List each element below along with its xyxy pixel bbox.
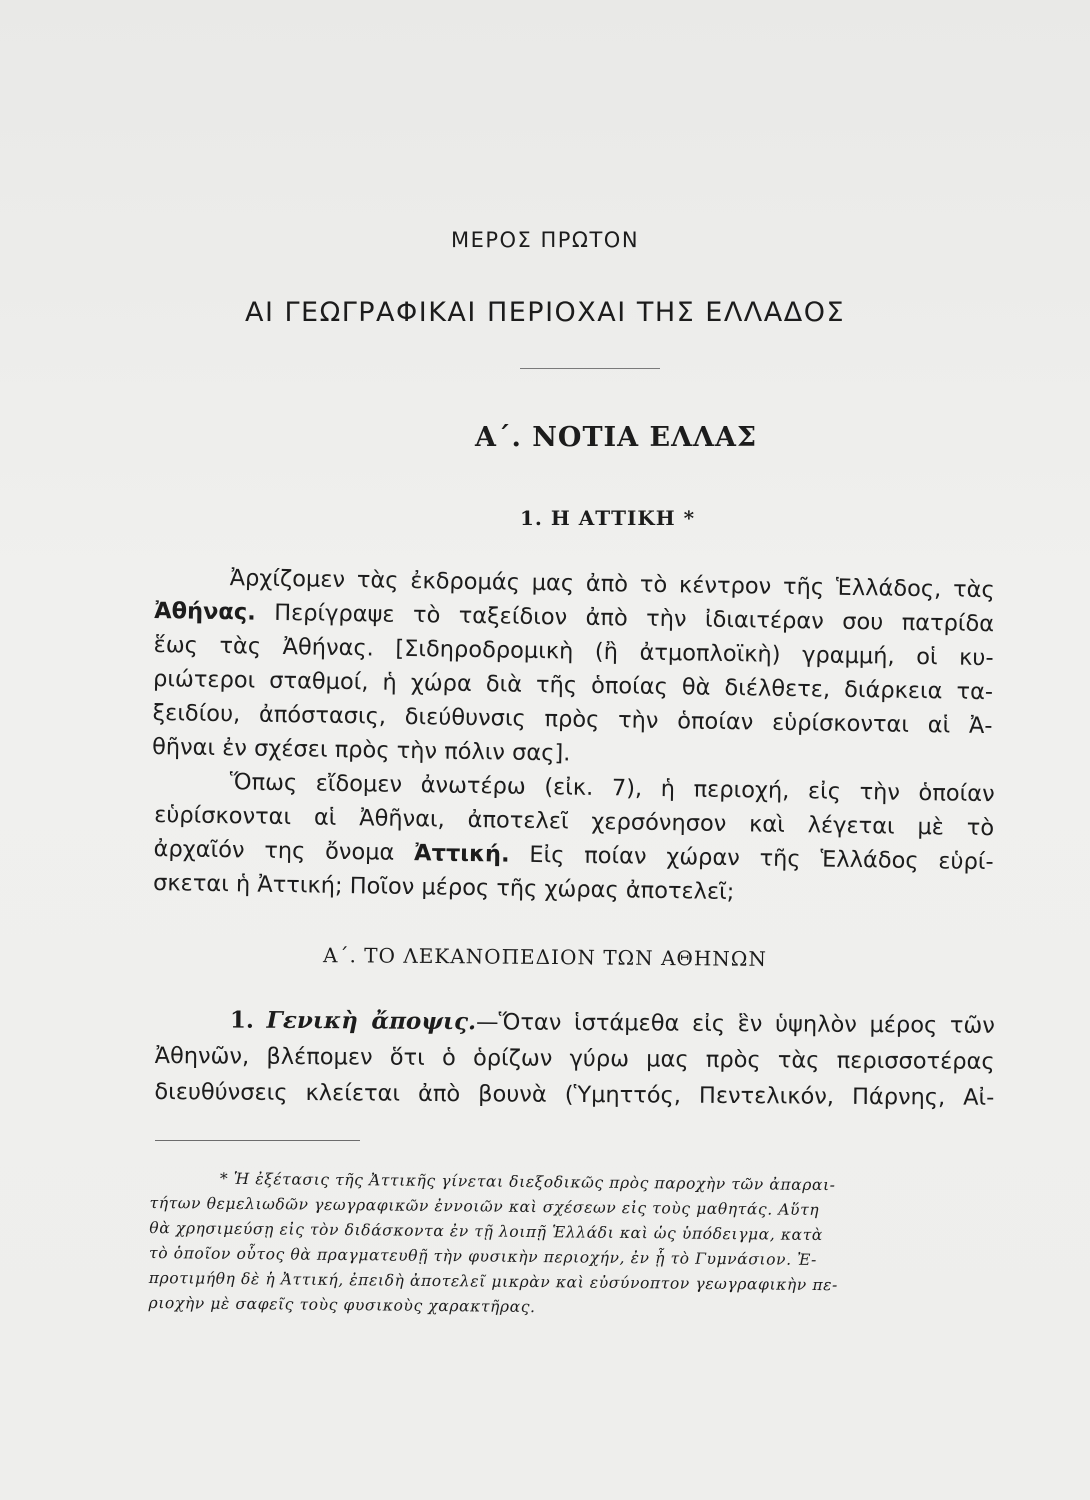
- line-text: Περίγραψε τὸ ταξείδιον ἀπὸ τὴν ἰδιαιτέραν σου πατρίδα: [255, 599, 995, 638]
- bold-term: Ἀττική.: [413, 840, 510, 868]
- paragraph-line: σκεται ἡ Ἀττική; Ποῖον μέρος τῆς χώρας ἀποτελεῖ;: [152, 869, 735, 906]
- line-text: ἀρχαῖόν της ὄνομα: [153, 835, 415, 867]
- paragraph-2: [153, 764, 995, 913]
- paragraph-line: Ἀρχίζομεν τὰς ἐκδρομάς μας ἀπὸ τὸ κέντρον τῆς Ἑλλάδος, τὰς: [229, 565, 995, 604]
- part-label: ΜΕΡΟΣ ΠΡΩΤΟΝ: [450, 228, 640, 252]
- footnote-line: * Ἡ ἐξέτασις τῆς Ἀττικῆς γίνεται διεξοδικῶς πρὸς παροχὴν τῶν ἀπαραι-: [219, 1169, 836, 1195]
- paragraph-line: Ὅπως εἴδομεν ἀνωτέρω (εἰκ. 7), ἡ περιοχή, εἰς τὴν ὁποίαν: [229, 769, 995, 808]
- footnote-line: θὰ χρησιμεύσῃ εἰς τὸν διδάσκοντα ἐν τῇ λοιπῇ Ἑλλάδι καὶ ὡς ὑπόδειγμα, κατὰ: [149, 1218, 824, 1245]
- paragraph-line: θῆναι ἐν σχέσει πρὸς τὴν πόλιν σας].: [151, 733, 571, 767]
- footnote-line: προτιμήθη δὲ ἡ Ἀττική, ἐπειδὴ ἀποτελεῖ μικρὰν καὶ εὐσύνοπτον γεωγραφικὴν πε-: [148, 1268, 839, 1295]
- item-number: 1.: [229, 1006, 254, 1034]
- line-text: Εἰς ποίαν χώραν τῆς Ἑλλάδος εὑρί-: [509, 841, 994, 876]
- section-title: Α΄. ΝΟΤΙΑ ΕΛΛΑΣ: [475, 422, 758, 453]
- footnote-line: τὸ ὁποῖον οὗτος θὰ πραγματευθῇ τὴν φυσικὴν περιοχήν, ἐν ᾗ τὸ Γυμνάσιον. Ἐ-: [148, 1243, 817, 1269]
- bold-term: Ἀθήνας.: [153, 597, 256, 626]
- part-title: ΑΙ ΓΕΩΓΡΑΦΙΚΑΙ ΠΕΡΙΟΧΑΙ ΤΗΣ ΕΛΛΑΔΟΣ: [244, 297, 846, 328]
- footnote-line: τήτων θεμελιωδῶν γεωγραφικῶν ἐννοιῶν καὶ σχέσεων εἰς τοὺς μαθητάς. Αὕτη: [149, 1193, 820, 1220]
- paragraph-line: εὑρίσκονται αἱ Ἀθῆναι, ἀποτελεῖ χερσόνησον καὶ λέγεται μὲ τὸ: [153, 801, 995, 842]
- sub-heading: Α΄. ΤΟ ΛΕΚΑΝΟΠΕΔΙΟΝ ΤΩΝ ΑΘΗΝΩΝ: [322, 943, 768, 971]
- footnote-line: ριοχὴν μὲ σαφεῖς τοὺς φυσικοὺς χαρακτῆρας.: [148, 1293, 536, 1317]
- paragraph-line: Ἀθηνῶν, βλέπομεν ὅτι ὁ ὁρίζων γύρω μας πρὸς τὰς περισσοτέρας: [154, 1042, 995, 1075]
- title-divider: [520, 368, 660, 369]
- paragraph-line: ξειδίου, ἀπόστασις, διεύθυνσις πρὸς τὴν ὁποίαν εὑρίσκονται αἱ Ἀ-: [152, 699, 993, 740]
- paragraph-line: διευθύνσεις κλείεται ἀπὸ βουνὰ (Ὑμηττός, Πεντελικόν, Πάρνης, Αἰ-: [154, 1078, 995, 1111]
- paragraph-3: [154, 1002, 995, 1116]
- item-heading: Γενικὴ ἄποψις.: [266, 1006, 477, 1036]
- paragraph-1: [152, 560, 995, 777]
- footnote: [148, 1166, 980, 1325]
- paragraph-line: [155, 1002, 995, 1044]
- footnote-divider: [155, 1140, 360, 1141]
- paragraph-line: ριώτεροι σταθμοί, ἡ χώρα διὰ τῆς ὁποίας θὰ διέλθετε, διάρκεια τα-: [152, 665, 994, 706]
- paragraph-line: ἕως τὰς Ἀθήνας. [Σιδηροδρομικὴ (ἢ ἀτμοπλοϊκὴ) γραμμή, οἱ κυ-: [153, 631, 994, 672]
- line-text: —Ὅταν ἱστάμεθα εἰς ἓν ὑψηλὸν μέρος τῶν: [476, 1009, 995, 1039]
- subsection-title: 1. Η ΑΤΤΙΚΗ *: [520, 506, 696, 530]
